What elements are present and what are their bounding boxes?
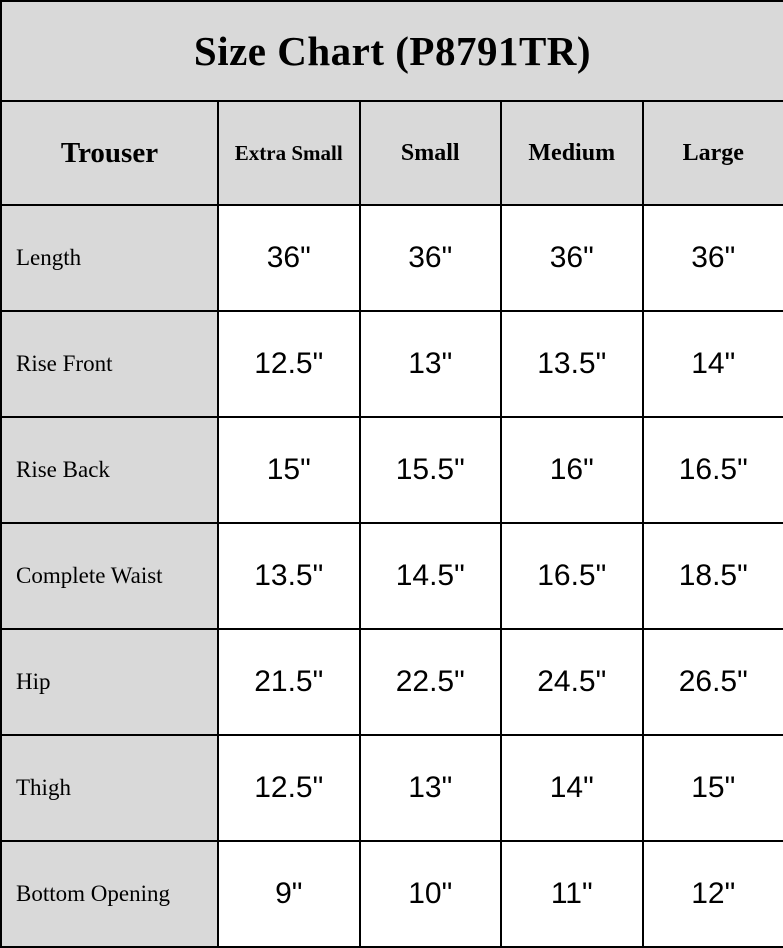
row-label-rise-front: Rise Front bbox=[1, 311, 218, 417]
title-row bbox=[1, 1, 783, 101]
column-header-extra-small: Extra Small bbox=[218, 101, 360, 205]
row-label-length: Length bbox=[1, 205, 218, 311]
table-row-bottom-opening bbox=[1, 841, 783, 947]
value-cell: 14.5" bbox=[360, 523, 502, 629]
value-cell: 36" bbox=[218, 205, 360, 311]
column-header-medium: Medium bbox=[501, 101, 643, 205]
table-row-length bbox=[1, 205, 783, 311]
value-cell: 22.5" bbox=[360, 629, 502, 735]
value-cell: 10" bbox=[360, 841, 502, 947]
column-header-small: Small bbox=[360, 101, 502, 205]
value-cell: 18.5" bbox=[643, 523, 783, 629]
row-label-complete-waist: Complete Waist bbox=[1, 523, 218, 629]
row-label-thigh: Thigh bbox=[1, 735, 218, 841]
value-cell: 13" bbox=[360, 735, 502, 841]
table-row-rise-front bbox=[1, 311, 783, 417]
table-row-complete-waist bbox=[1, 523, 783, 629]
value-cell: 12.5" bbox=[218, 735, 360, 841]
table-row-rise-back bbox=[1, 417, 783, 523]
value-cell: 16.5" bbox=[643, 417, 783, 523]
value-cell: 26.5" bbox=[643, 629, 783, 735]
column-header-large: Large bbox=[643, 101, 783, 205]
value-cell: 13.5" bbox=[501, 311, 643, 417]
value-cell: 11" bbox=[501, 841, 643, 947]
value-cell: 12.5" bbox=[218, 311, 360, 417]
row-label-bottom-opening: Bottom Opening bbox=[1, 841, 218, 947]
table-row-thigh bbox=[1, 735, 783, 841]
value-cell: 16.5" bbox=[501, 523, 643, 629]
value-cell: 24.5" bbox=[501, 629, 643, 735]
page-title: Size Chart (P8791TR) bbox=[1, 1, 783, 101]
value-cell: 15.5" bbox=[360, 417, 502, 523]
value-cell: 13.5" bbox=[218, 523, 360, 629]
column-header-trouser: Trouser bbox=[1, 101, 218, 205]
value-cell: 9" bbox=[218, 841, 360, 947]
header-row bbox=[1, 101, 783, 205]
value-cell: 14" bbox=[501, 735, 643, 841]
value-cell: 21.5" bbox=[218, 629, 360, 735]
value-cell: 15" bbox=[218, 417, 360, 523]
value-cell: 36" bbox=[501, 205, 643, 311]
row-label-hip: Hip bbox=[1, 629, 218, 735]
value-cell: 15" bbox=[643, 735, 783, 841]
value-cell: 13" bbox=[360, 311, 502, 417]
value-cell: 12" bbox=[643, 841, 783, 947]
value-cell: 36" bbox=[360, 205, 502, 311]
row-label-rise-back: Rise Back bbox=[1, 417, 218, 523]
value-cell: 16" bbox=[501, 417, 643, 523]
table-row-hip bbox=[1, 629, 783, 735]
value-cell: 36" bbox=[643, 205, 783, 311]
value-cell: 14" bbox=[643, 311, 783, 417]
